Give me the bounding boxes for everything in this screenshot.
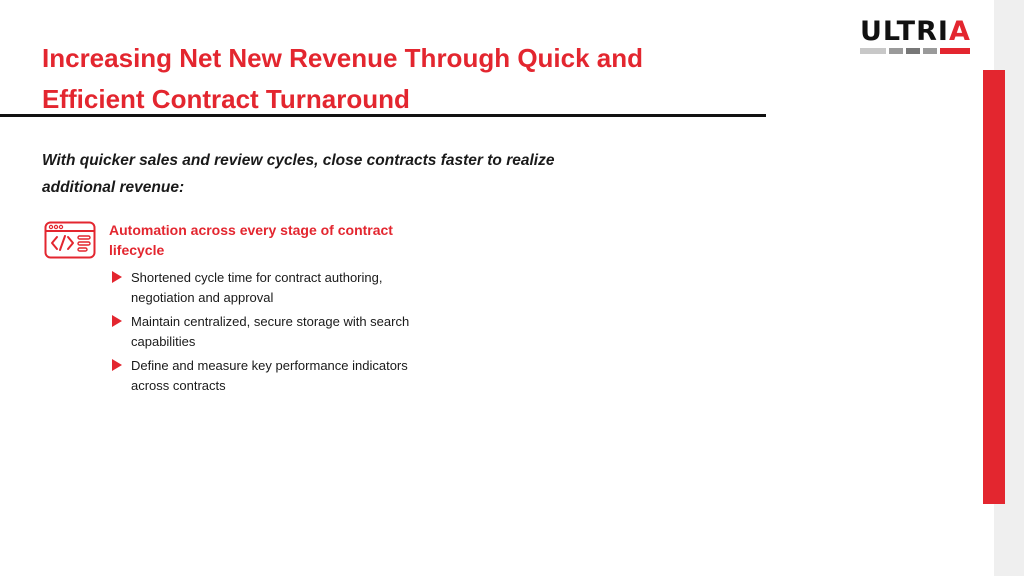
red-accent-bar <box>983 70 1005 504</box>
logo-bar-segment <box>889 48 903 54</box>
logo-bar-segment <box>923 48 937 54</box>
bullet-text: Maintain centralized, secure storage with search capabilities <box>131 314 410 349</box>
logo-wordmark: ULTRIA <box>860 16 971 47</box>
logo-bar-segment <box>906 48 920 54</box>
slide-title: Increasing Net New Revenue Through Quick and Efficient Contract Turnaround <box>42 43 644 114</box>
title-divider <box>0 114 766 117</box>
list-item <box>110 312 430 352</box>
intro-text: With quicker sales and review cycles, close contracts faster to realize additional revenue: <box>42 152 555 196</box>
list-item <box>110 268 430 308</box>
bullet-text: Define and measure key performance indicators across contracts <box>131 358 408 393</box>
logo-bar-segment <box>860 48 886 54</box>
triangle-bullet-icon <box>112 359 122 371</box>
triangle-bullet-icon <box>112 271 122 283</box>
code-window-icon <box>44 221 96 259</box>
triangle-bullet-icon <box>112 315 122 327</box>
section-title: Automation across every stage of contract lifecycle <box>109 222 393 258</box>
bullet-list <box>110 268 430 400</box>
logo-bar-segment <box>940 48 970 54</box>
ultria-logo <box>860 16 980 56</box>
list-item <box>110 356 430 396</box>
bullet-text: Shortened cycle time for contract authoring, negotiation and approval <box>131 270 383 305</box>
